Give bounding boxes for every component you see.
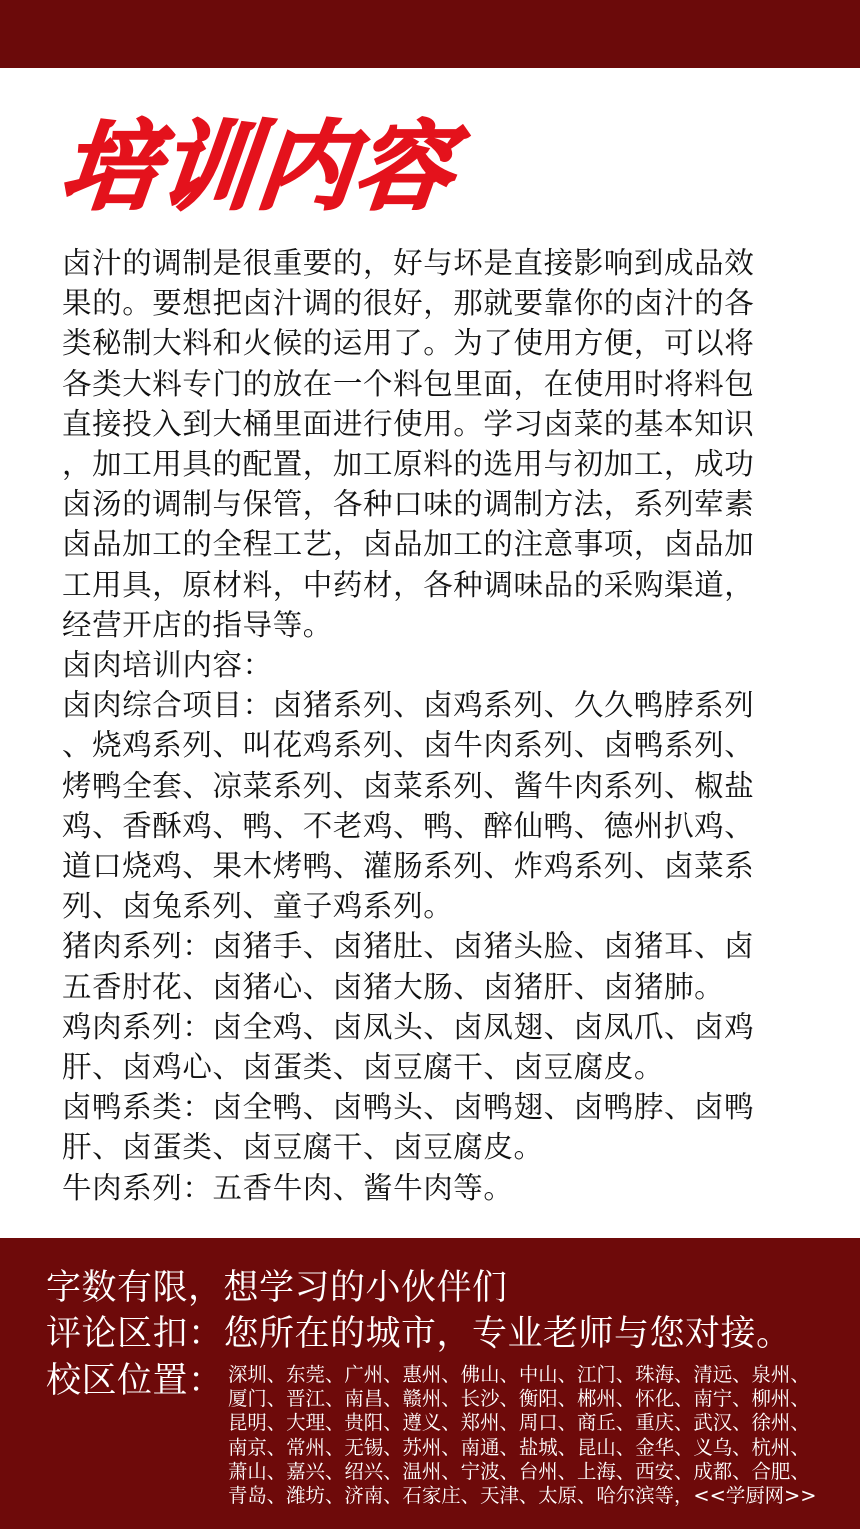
body-line: 肝、卤蛋类、卤豆腐干、卤豆腐皮。 — [62, 1130, 544, 1165]
body-line: ，加工用具的配置，加工原料的选用与初加工，成功 — [62, 447, 755, 482]
page-title: 培训内容 — [56, 111, 460, 223]
footer-line-2: 评论区扣：您所在的城市，专业老师与您对接。 — [46, 1314, 792, 1354]
city-line: 昆明、大理、贵阳、遵义、郑州、周口、商丘、重庆、武汉、徐州、 — [228, 1411, 810, 1435]
body-line: 牛肉系列：五香牛肉、酱牛肉等。 — [62, 1170, 514, 1205]
body-text — [62, 243, 822, 1208]
body-line: 卤品加工的全程工艺，卤品加工的注意事项，卤品加 — [62, 527, 755, 562]
body-line: 、烧鸡系列、叫花鸡系列、卤牛肉系列、卤鸭系列、 — [62, 728, 755, 763]
top-banner — [0, 0, 860, 68]
body-line: 卤鸭系类：卤全鸭、卤鸭头、卤鸭翅、卤鸭脖、卤鸭 — [62, 1090, 755, 1125]
body-line: 烤鸭全套、凉菜系列、卤菜系列、酱牛肉系列、椒盐 — [62, 768, 755, 803]
body-line: 鸡、香酥鸡、鸭、不老鸡、鸭、醉仙鸭、德州扒鸡、 — [62, 808, 755, 843]
body-line: 各类大料专门的放在一个料包里面，在使用时将料包 — [62, 366, 755, 401]
body-line: 卤肉综合项目：卤猪系列、卤鸡系列、久久鸭脖系列 — [62, 688, 755, 723]
body-line: 猪肉系列：卤猪手、卤猪肚、卤猪头脸、卤猪耳、卤 — [62, 929, 755, 964]
footer-line-1: 字数有限，想学习的小伙伴们 — [46, 1268, 508, 1308]
body-line: 道口烧鸡、果木烤鸭、灌肠系列、炸鸡系列、卤菜系 — [62, 849, 755, 884]
body-line: 五香肘花、卤猪心、卤猪大肠、卤猪肝、卤猪肺。 — [62, 969, 725, 1004]
body-line: 卤汁的调制是很重要的，好与坏是直接影响到成品效 — [62, 246, 755, 280]
body-line: 鸡肉系列：卤全鸡、卤凤头、卤凤翅、卤凤爪、卤鸡 — [62, 1009, 755, 1044]
body-line: 直接投入到大桶里面进行使用。学习卤菜的基本知识 — [62, 406, 755, 441]
city-line: 萧山、嘉兴、绍兴、温州、宁波、台州、上海、西安、成都、合肥、 — [228, 1459, 810, 1483]
body-line: 卤汤的调制与保管，各种口味的调制方法，系列荤素 — [62, 487, 755, 522]
body-line: 肝、卤鸡心、卤蛋类、卤豆腐干、卤豆腐皮。 — [62, 1050, 665, 1085]
city-line: 青岛、潍坊、济南、石家庄、天津、太原、哈尔滨等，<<学厨网>> — [228, 1484, 817, 1508]
body-line: 列、卤兔系列、童子鸡系列。 — [62, 889, 454, 924]
city-line: 厦门、晋江、南昌、赣州、长沙、衡阳、郴州、怀化、南宁、柳州、 — [228, 1387, 810, 1411]
body-line: 卤肉培训内容： — [62, 648, 273, 683]
body-line: 工用具，原材料，中药材，各种调味品的采购渠道， — [62, 567, 755, 602]
body-line: 果的。要想把卤汁调的很好，那就要靠你的卤汁的各 — [62, 286, 755, 321]
campus-label: 校区位置： — [46, 1361, 224, 1401]
body-line: 类秘制大料和火候的运用了。为了使用方便，可以将 — [62, 326, 755, 361]
body-line: 经营开店的指导等。 — [62, 607, 333, 642]
city-line: 南京、常州、无锡、苏州、南通、盐城、昆山、金华、义乌、杭州、 — [228, 1435, 810, 1459]
city-line: 深圳、东莞、广州、惠州、佛山、中山、江门、珠海、清远、泉州、 — [228, 1363, 810, 1386]
campus-city-list — [228, 1363, 838, 1508]
